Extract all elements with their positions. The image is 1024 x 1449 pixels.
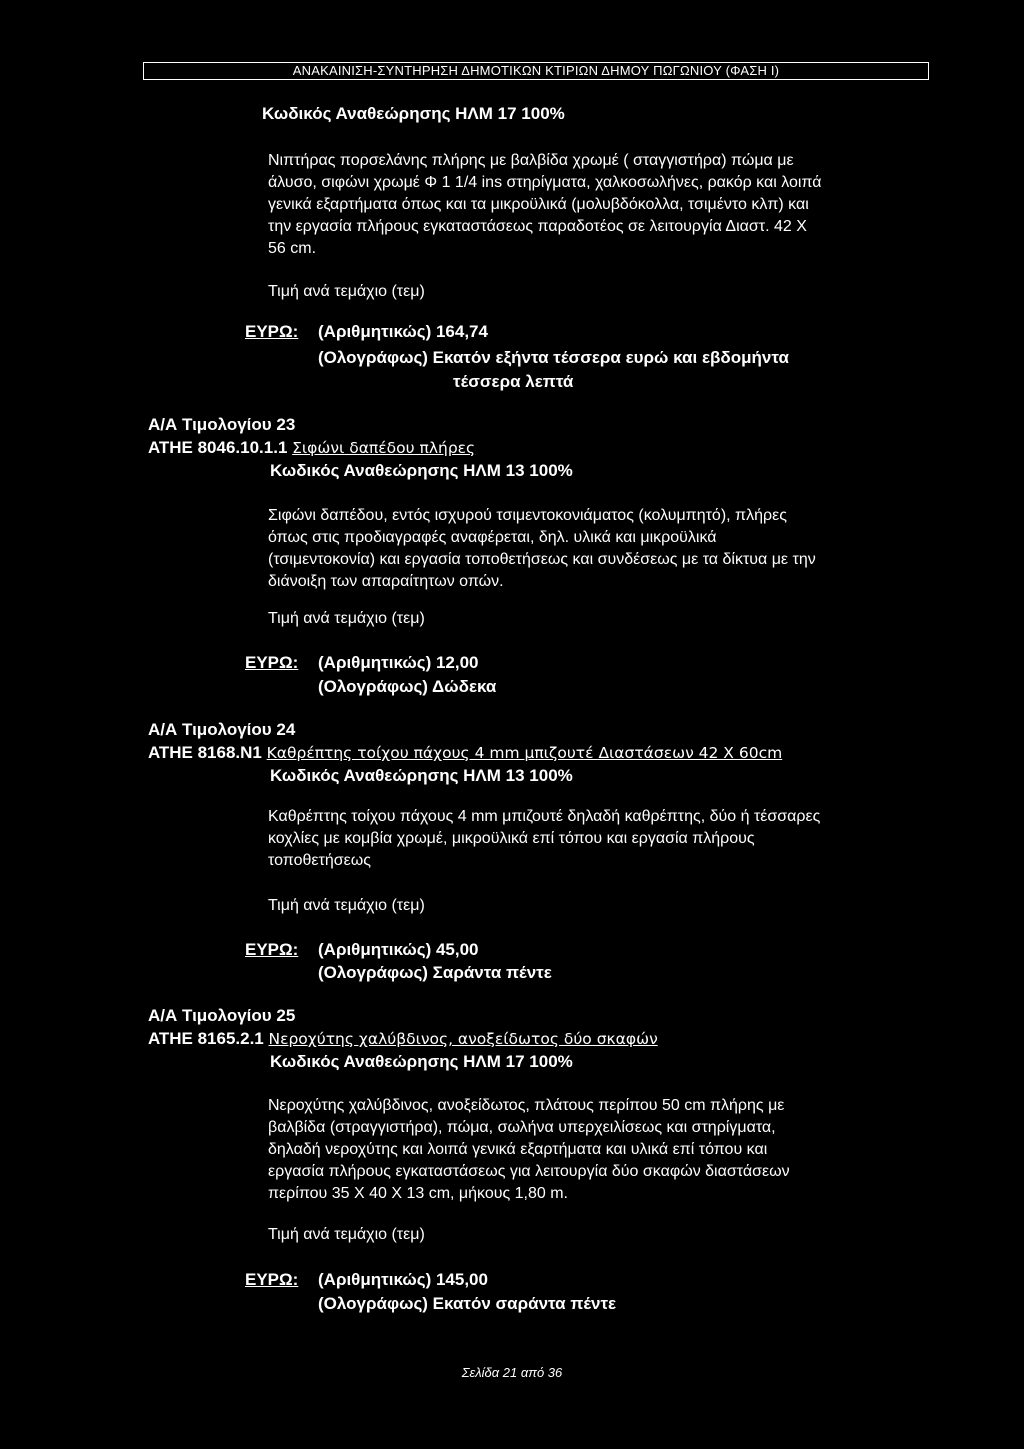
item-code-line — [148, 743, 782, 763]
description-line: 56 cm. — [268, 240, 317, 257]
currency-label: ΕΥΡΩ: — [245, 653, 299, 672]
price-words: (Ολογράφως) Εκατόν σαράντα πέντε — [318, 1294, 617, 1313]
price-numeric: (Αριθμητικώς) 145,00 — [318, 1270, 488, 1289]
currency-label: ΕΥΡΩ: — [245, 940, 299, 959]
description-line: όπως στις προδιαγραφές αναφέρεται, δηλ. υλικά και μικροϋλικά — [268, 529, 717, 546]
item-code-line — [148, 1029, 658, 1049]
price-unit-label: Τιμή ανά τεμάχιο (τεμ) — [268, 897, 425, 914]
currency-label: ΕΥΡΩ: — [245, 1270, 299, 1289]
description-line: διάνοιξη των απαραίτητων οπών. — [268, 573, 504, 590]
price-words-continued: τέσσερα λεπτά — [453, 372, 574, 391]
item-description — [268, 1095, 928, 1205]
price-unit-label: Τιμή ανά τεμάχιο (τεμ) — [268, 1226, 425, 1243]
revision-code: Κωδικός Αναθεώρησης ΗΛΜ 17 100% — [270, 1052, 573, 1071]
invoice-number: Α/Α Τιμολογίου 23 — [148, 415, 296, 434]
item-code: ΑΤΗΕ 8046.10.1.1 — [148, 438, 288, 457]
item-description — [268, 150, 928, 260]
item-description — [268, 505, 928, 593]
price-numeric: (Αριθμητικώς) 12,00 — [318, 653, 479, 672]
revision-code: Κωδικός Αναθεώρησης ΗΛΜ 17 100% — [262, 104, 565, 123]
price-words: (Ολογράφως) Δώδεκα — [318, 677, 497, 696]
description-line: τοποθετήσεως — [268, 852, 371, 869]
description-line: Νιπτήρας πορσελάνης πλήρης με βαλβίδα χρωμέ ( σταγγιστήρα) πώμα με — [268, 152, 794, 169]
currency-label: ΕΥΡΩ: — [245, 322, 299, 341]
page-number: Σελίδα 21 από 36 — [461, 1365, 563, 1380]
item-code-line — [148, 438, 475, 458]
revision-code: Κωδικός Αναθεώρησης ΗΛΜ 13 100% — [270, 461, 573, 480]
revision-code: Κωδικός Αναθεώρησης ΗΛΜ 13 100% — [270, 766, 573, 785]
description-line: την εργασία πλήρους εγκαταστάσεως παραδοτέος σε λειτουργία Διαστ. 42 Χ — [268, 218, 807, 235]
item-code: ΑΤΗΕ 8168.Ν1 — [148, 743, 262, 762]
description-line: δηλαδή νεροχύτης και λοιπά γενικά εξαρτήματα και υλικά επί τόπου και — [268, 1141, 768, 1158]
description-line: γενικά εξαρτήματα όπως και τα μικροϋλικά (μολυβδόκολλα, τσιμέντο κλπ) και — [268, 196, 809, 213]
invoice-number: Α/Α Τιμολογίου 24 — [148, 720, 296, 739]
invoice-number: Α/Α Τιμολογίου 25 — [148, 1006, 296, 1025]
price-numeric: (Αριθμητικώς) 45,00 — [318, 940, 479, 959]
description-line: (τσιμεντοκονία) και εργασία τοποθετήσεως και συνδέσεως με τα δίκτυα με την — [268, 551, 816, 568]
price-words: (Ολογράφως) Εκατόν εξήντα τέσσερα ευρώ και εβδομήντα — [318, 348, 789, 367]
description-line: Καθρέπτης τοίχου πάχους 4 mm μπιζουτέ δηλαδή καθρέπτης, δύο ή τέσσαρες — [268, 808, 821, 825]
description-line: Σιφώνι δαπέδου, εντός ισχυρού τσιμεντοκονιάματος (κολυμπητό), πλήρες — [268, 507, 787, 524]
price-unit-label: Τιμή ανά τεμάχιο (τεμ) — [268, 610, 425, 627]
description-line: εργασία πλήρους εγκαταστάσεως για λειτουργία δύο σκαφών διαστάσεων — [268, 1163, 790, 1180]
item-title: Νεροχύτης χαλύβδινος, ανοξείδωτος δύο σκαφών — [268, 1030, 658, 1048]
item-description — [268, 806, 928, 872]
description-line: περίπου 35 Χ 40 Χ 13 cm, μήκους 1,80 m. — [268, 1185, 568, 1202]
description-line: άλυσο, σιφώνι χρωμέ Φ 1 1/4 ins στηρίγματα, χαλκοσωλήνες, ρακόρ και λοιπά — [268, 174, 822, 191]
description-line: Νεροχύτης χαλύβδινος, ανοξείδωτος, πλάτους περίπου 50 cm πλήρης με — [268, 1097, 785, 1114]
item-title: Καθρέπτης τοίχου πάχους 4 mm μπιζουτέ Διαστάσεων 42 Χ 60cm — [266, 744, 783, 762]
description-line: κοχλίες με κομβία χρωμέ, μικροϋλικά επί τόπου και εργασία πλήρους — [268, 830, 755, 847]
item-title: Σιφώνι δαπέδου πλήρες — [292, 439, 476, 457]
price-numeric: (Αριθμητικώς) 164,74 — [318, 322, 488, 341]
item-code: ΑΤΗΕ 8165.2.1 — [148, 1029, 264, 1048]
document-header: ΑΝΑΚΑΙΝΙΣΗ-ΣΥΝΤΗΡΗΣΗ ΔΗΜΟΤΙΚΩΝ ΚΤΙΡΙΩΝ ΔΗΜΟΥ ΠΩΓΩΝΙΟΥ (ΦΑΣΗ Ι) — [143, 62, 929, 80]
description-line: βαλβίδα (στραγγιστήρα), πώμα, σωλήνα υπερχειλίσεως και στηρίγματα, — [268, 1119, 776, 1136]
price-words: (Ολογράφως) Σαράντα πέντε — [318, 963, 552, 982]
price-unit-label: Τιμή ανά τεμάχιο (τεμ) — [268, 283, 425, 300]
